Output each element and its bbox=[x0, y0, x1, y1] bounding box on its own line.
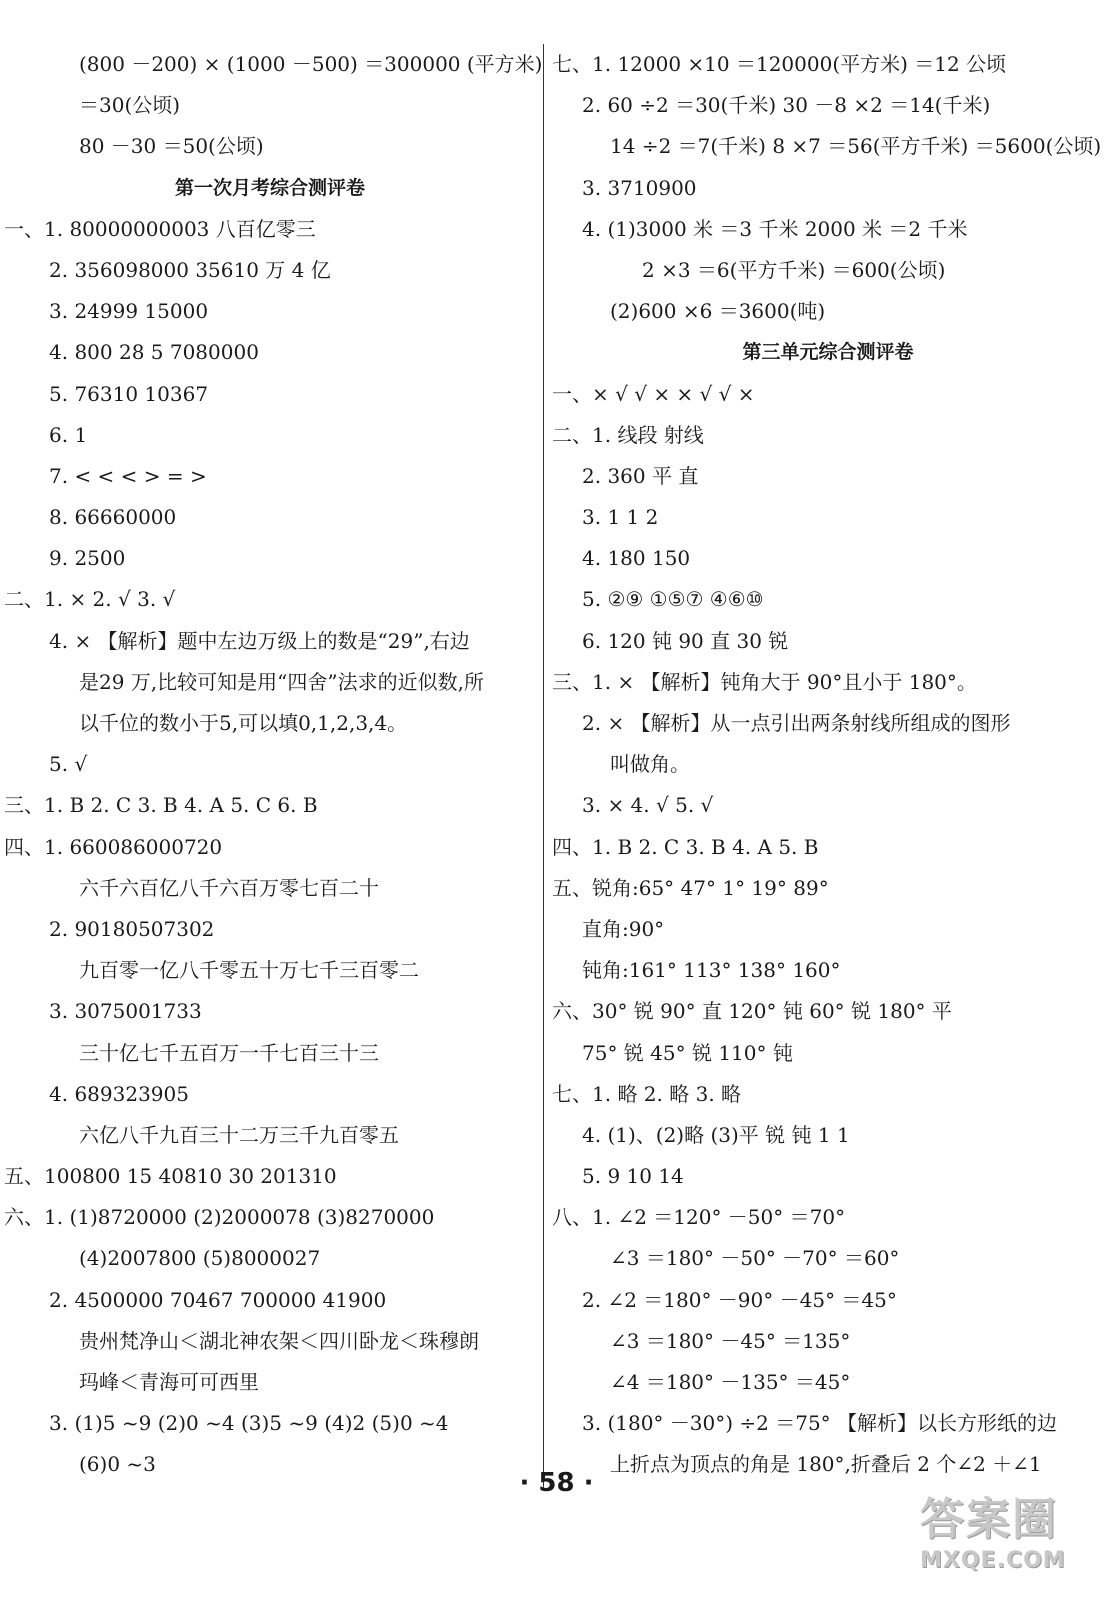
answer-line: 一、× √ √ × × √ √ × bbox=[552, 381, 755, 406]
page-number: · 58 · bbox=[519, 1468, 594, 1498]
answer-line: 2 ×3 ＝6(平方千米) ＝600(公顷) bbox=[642, 257, 946, 282]
right-column bbox=[548, 44, 1108, 1486]
answer-line: 三十亿七千五百万一千七百三十三 bbox=[79, 1040, 379, 1065]
answer-line: 4. (1)、(2)略 (3)平 锐 钝 1 1 bbox=[582, 1122, 850, 1147]
answer-line: 5. ②⑨ ①⑤⑦ ④⑥⑩ bbox=[582, 587, 764, 612]
answer-line: 9. 2500 bbox=[49, 546, 126, 571]
answer-line: 2. 360 平 直 bbox=[582, 463, 699, 488]
answer-line: 5. 76310 10367 bbox=[49, 381, 209, 406]
answer-line: 2. ∠2 ＝180° －90° －45° ＝45° bbox=[582, 1287, 897, 1312]
answer-line: 是29 万,比较可知是用“四舍”法求的近似数,所 bbox=[79, 669, 484, 694]
answer-line: 3. (1)5 ~9 (2)0 ~4 (3)5 ~9 (4)2 (5)0 ~4 bbox=[49, 1411, 449, 1436]
answer-line: 5. 9 10 14 bbox=[582, 1164, 684, 1189]
answer-line: 3. (180° －30°) ÷2 ＝75° 【解析】以长方形纸的边 bbox=[582, 1411, 1058, 1436]
answer-line: ∠3 ＝180° －45° ＝135° bbox=[610, 1328, 851, 1353]
answer-line: 直角:90° bbox=[582, 916, 665, 941]
answer-line: 80 －30 ＝50(公顷) bbox=[79, 134, 264, 159]
answer-line: 三、1. B 2. C 3. B 4. A 5. C 6. B bbox=[4, 793, 318, 818]
answer-line: 3. 3075001733 bbox=[49, 999, 202, 1024]
answer-line: 六、1. (1)8720000 (2)2000078 (3)8270000 bbox=[4, 1205, 435, 1230]
answer-line: 8. 66660000 bbox=[49, 505, 177, 530]
answer-line: 2. 356098000 35610 万 4 亿 bbox=[49, 257, 331, 282]
answer-line: ＝30(公顷) bbox=[79, 93, 181, 118]
answer-line: 4. 180 150 bbox=[582, 546, 691, 571]
answer-line: 2. 4500000 70467 700000 41900 bbox=[49, 1287, 387, 1312]
answer-line: 七、1. 12000 ×10 ＝120000(平方米) ＝12 公顷 bbox=[552, 52, 1007, 76]
watermark-logo-text: 答案圈 bbox=[920, 1494, 1058, 1545]
answer-line: 5. √ bbox=[49, 752, 88, 777]
answer-line: 六、30° 锐 90° 直 120° 钝 60° 锐 180° 平 bbox=[552, 999, 952, 1024]
answer-line: 2. × 【解析】从一点引出两条射线所组成的图形 bbox=[582, 711, 1011, 735]
answer-line: 一、1. 80000000003 八百亿零三 bbox=[4, 216, 316, 241]
answer-line: ∠3 ＝180° －50° －70° ＝60° bbox=[610, 1246, 900, 1271]
answer-line: ∠4 ＝180° －135° ＝45° bbox=[610, 1370, 851, 1394]
answer-line: 4. × 【解析】题中左边万级上的数是“29”,右边 bbox=[49, 628, 470, 653]
answer-line: 五、锐角:65° 47° 1° 19° 89° bbox=[552, 875, 829, 900]
answer-line: 2. 60 ÷2 ＝30(千米) 30 －8 ×2 ＝14(千米) bbox=[582, 93, 991, 118]
answer-line: 上折点为顶点的角是 180°,折叠后 2 个∠2 ＋∠1 bbox=[610, 1452, 1042, 1477]
section-heading: 第三单元综合测评卷 bbox=[742, 341, 914, 364]
answer-line: 九百零一亿八千零五十万七千三百零二 bbox=[79, 958, 419, 983]
answer-line: 玛峰＜青海可可西里 bbox=[79, 1370, 259, 1394]
answer-line: 4. 689323905 bbox=[49, 1081, 189, 1106]
answer-line: 6. 120 钝 90 直 30 锐 bbox=[582, 628, 789, 653]
answer-line: 六亿八千九百三十二万三千九百零五 bbox=[79, 1122, 399, 1147]
answer-line: 75° 锐 45° 锐 110° 钝 bbox=[582, 1040, 793, 1065]
watermark-logo bbox=[920, 1492, 1100, 1592]
answer-line: 2. 90180507302 bbox=[49, 916, 215, 941]
answer-line: (4)2007800 (5)8000027 bbox=[79, 1246, 321, 1271]
answer-line: 3. 3710900 bbox=[582, 175, 697, 200]
answer-line: 4. 800 28 5 7080000 bbox=[49, 340, 259, 365]
answer-line: 4. (1)3000 米 ＝3 千米 2000 米 ＝2 千米 bbox=[582, 216, 968, 241]
answer-line: 三、1. × 【解析】钝角大于 90°且小于 180°。 bbox=[552, 669, 977, 694]
answer-line: 6. 1 bbox=[49, 422, 88, 447]
answer-line: 四、1. 660086000720 bbox=[4, 834, 223, 859]
answer-line: 二、1. 线段 射线 bbox=[552, 422, 704, 447]
answer-line: 八、1. ∠2 ＝120° －50° ＝70° bbox=[552, 1205, 846, 1230]
answer-line: 七、1. 略 2. 略 3. 略 bbox=[552, 1081, 742, 1106]
answer-line: 四、1. B 2. C 3. B 4. A 5. B bbox=[552, 834, 819, 859]
answer-line: 3. 1 1 2 bbox=[582, 505, 659, 530]
answer-line: 7. < < < > = > bbox=[49, 463, 207, 488]
answer-line: 以千位的数小于5,可以填0,1,2,3,4。 bbox=[79, 711, 408, 735]
answer-line: 3. × 4. √ 5. √ bbox=[582, 793, 714, 818]
answer-line: (800 －200) × (1000 －500) ＝300000 (平方米) bbox=[79, 52, 543, 76]
answer-line: 二、1. × 2. √ 3. √ bbox=[4, 587, 176, 612]
answer-line: 叫做角。 bbox=[610, 752, 690, 777]
column-divider bbox=[543, 44, 544, 1488]
answer-line: (6)0 ~3 bbox=[79, 1452, 156, 1477]
answer-line: 贵州梵净山＜湖北神农架＜四川卧龙＜珠穆朗 bbox=[79, 1328, 479, 1353]
answer-line: 六千六百亿八千六百万零七百二十 bbox=[79, 875, 379, 900]
answer-line: 3. 24999 15000 bbox=[49, 299, 209, 324]
answer-line: 钝角:161° 113° 138° 160° bbox=[582, 958, 841, 983]
section-heading: 第一次月考综合测评卷 bbox=[174, 176, 365, 199]
answer-line: (2)600 ×6 ＝3600(吨) bbox=[610, 299, 826, 324]
answer-line: 五、100800 15 40810 30 201310 bbox=[4, 1164, 337, 1189]
left-column bbox=[0, 44, 543, 1486]
watermark-domain: MXQE.COM bbox=[920, 1548, 1066, 1573]
answer-line: 14 ÷2 ＝7(千米) 8 ×7 ＝56(平方千米) ＝5600(公顷) bbox=[610, 134, 1102, 159]
